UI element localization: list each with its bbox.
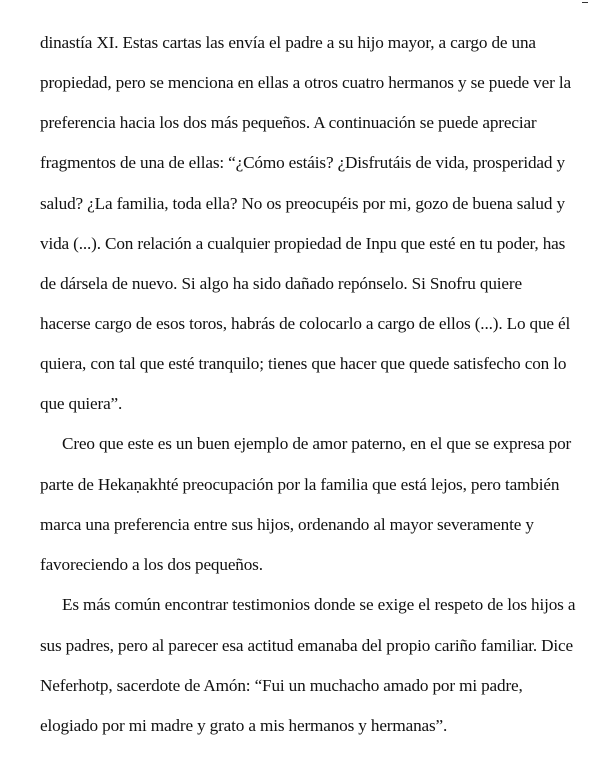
text-line: Es más común encontrar testimonios donde se exige el respeto de los hijos a	[62, 595, 576, 614]
text-line: favoreciendo a los dos pequeños.	[40, 555, 263, 574]
text-line: fragmentos de una de ellas: “¿Cómo estáis? ¿Disfrutáis de vida, prosperidad y	[40, 153, 565, 172]
scan-mark	[582, 2, 588, 3]
text-line: parte de Hekaṇakhté preocupación por la familia que está lejos, pero también	[40, 475, 560, 494]
text-line: salud? ¿La familia, toda ella? No os preocupéis por mi, gozo de buena salud y	[40, 194, 565, 213]
text-line: dinastía XI. Estas cartas las envía el padre a su hijo mayor, a cargo de una	[40, 33, 536, 52]
text-line: marca una preferencia entre sus hijos, ordenando al mayor severamente y	[40, 515, 534, 534]
text-line: de dársela de nuevo. Si algo ha sido dañado repónselo. Si Snofru quiere	[40, 274, 522, 293]
text-line: elogiado por mi madre y grato a mis hermanos y hermanas”.	[40, 716, 448, 735]
text-line: vida (...). Con relación a cualquier propiedad de Inpu que esté en tu poder, has	[40, 234, 566, 253]
text-line: sus padres, pero al parecer esa actitud emanaba del propio cariño familiar. Dice	[40, 636, 573, 655]
text-line: que quiera”.	[40, 394, 123, 413]
text-line: quiera, con tal que esté tranquilo; tienes que hacer que quede satisfecho con lo	[40, 354, 567, 373]
text-line: propiedad, pero se menciona en ellas a otros cuatro hermanos y se puede ver la	[40, 73, 571, 92]
text-line: Creo que este es un buen ejemplo de amor paterno, en el que se expresa por	[62, 434, 572, 453]
text-line: hacerse cargo de esos toros, habrás de colocarlo a cargo de ellos (...). Lo que él	[40, 314, 571, 333]
text-line: Neferhotp, sacerdote de Amón: “Fui un muchacho amado por mi padre,	[40, 676, 523, 695]
text-line: preferencia hacia los dos más pequeños. A continuación se puede apreciar	[40, 113, 537, 132]
